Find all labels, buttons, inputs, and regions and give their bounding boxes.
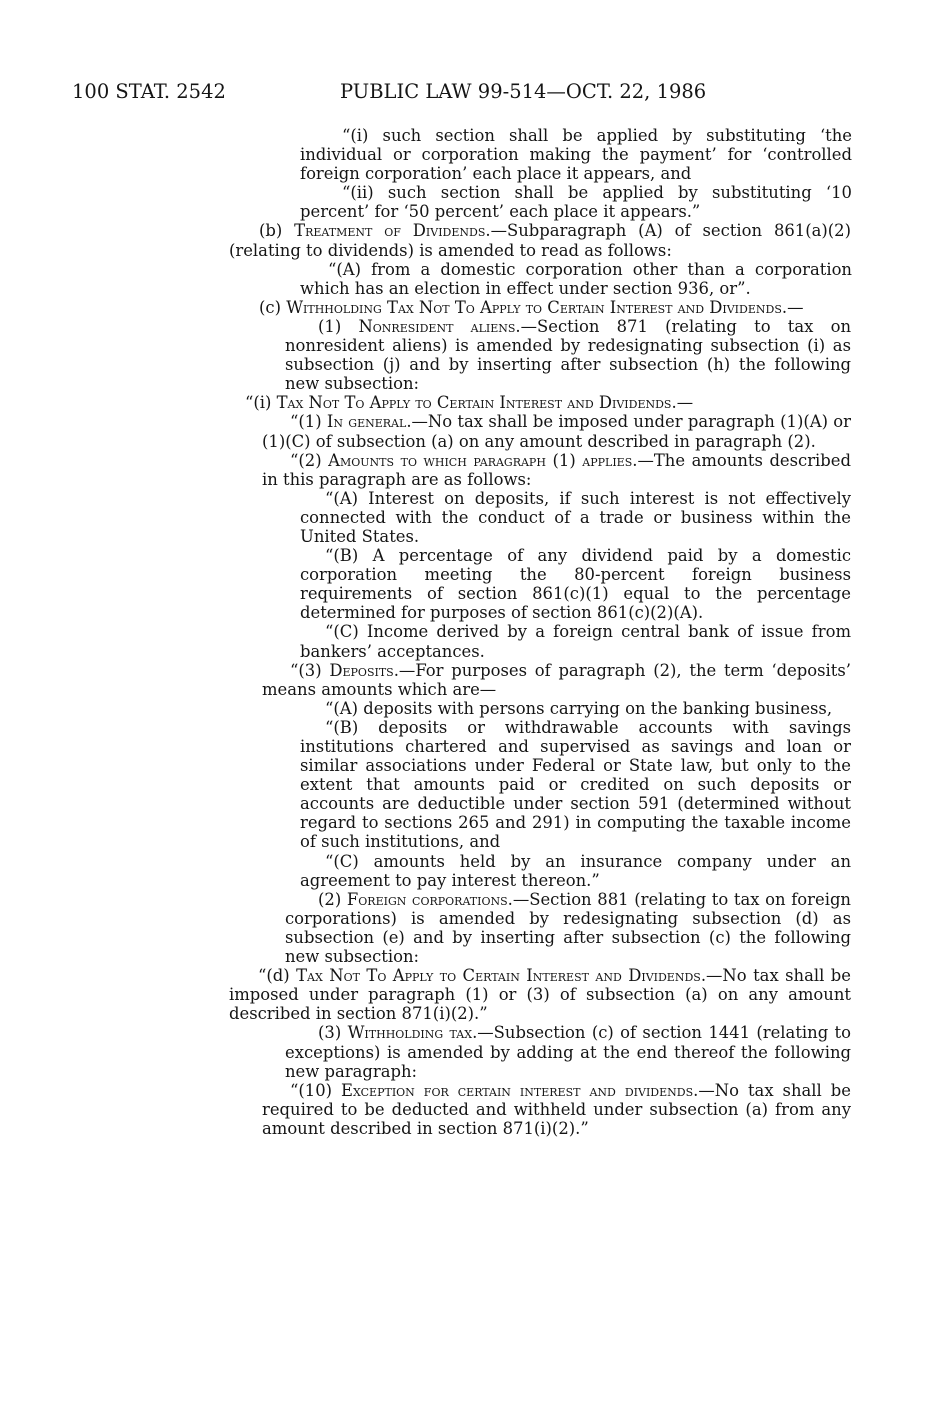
- paragraph-text: “(B) deposits or withdrawable accounts with savings institutions chartered and supervised as savings and loan or similar associations under Federal or State law, but only to the extent that amounts paid or credited on such deposits or accounts are deductible under section 591 (determined without regard to sections 265 and 291) in computing the taxable income of such institutions, and: [300, 717, 851, 852]
- running-header: [72, 78, 864, 108]
- paragraph-text: (1): [318, 316, 359, 336]
- paragraph-i-new: [245, 393, 851, 412]
- paragraph-i2A: [300, 489, 851, 546]
- paragraph-text: “(d): [258, 966, 297, 986]
- paragraph-b: [229, 221, 851, 259]
- paragraph-text: .—No tax shall be imposed under paragraph (1) or (3) of subsection (a) on any amount described in section 871(i)(2).”: [229, 966, 851, 1024]
- paragraph-text: (2): [318, 889, 347, 909]
- stat-page-number: 100 STAT. 2542: [72, 80, 226, 103]
- paragraph-text: (c): [259, 297, 287, 317]
- heading-text: Withholding Tax Not To Apply to Certain Interest and Dividends: [286, 297, 782, 317]
- heading-text: In general: [326, 412, 407, 432]
- paragraph-i3: [262, 661, 851, 699]
- paragraph-text: “(A) from a domestic corporation other than a corporation which has an election in effect under section 936, or”.: [300, 259, 852, 298]
- paragraph-b-A: [300, 260, 852, 298]
- paragraph-text: .—No tax shall be required to be deducted and withheld under subsection (a) from any amount described in section 871(i)(2).”: [262, 1080, 851, 1138]
- paragraph-text: “(A) deposits with persons carrying on the banking business,: [325, 698, 833, 718]
- paragraph-text: “(B) A percentage of any dividend paid by a domestic corporation meeting the 80-percent foreign business requirements of section 861(c)(1) equal to the percentage determined for purposes of section 861(c)(2)(A).: [300, 546, 851, 623]
- paragraph-i3C: [300, 852, 851, 890]
- paragraph-text: “(3): [290, 660, 330, 680]
- paragraph-i2: [262, 451, 851, 489]
- paragraph-p10: [262, 1081, 851, 1138]
- paragraph-text: “(C) Income derived by a foreign central bank of issue from bankers’ acceptances.: [300, 622, 851, 661]
- paragraph-text: (b): [259, 221, 295, 241]
- paragraph-text: “(2): [290, 450, 329, 470]
- paragraph-text: “(10): [290, 1080, 342, 1100]
- paragraph-text: “(ii) such section shall be applied by substituting ‘10 percent’ for ‘50 percent’ each place it appears.”: [300, 183, 852, 222]
- paragraph-ii: [300, 183, 852, 221]
- paragraph-text: .—No tax shall be imposed under paragraph (1)(A) or (1)(C) of subsection (a) on any amount described in paragraph (2).: [262, 412, 852, 451]
- paragraph-c: [229, 298, 851, 317]
- paragraph-text: .—Section 881 (relating to tax on foreign corporations) is amended by redesignating subsection (d) as subsection (e) and by inserting after subsection (c) the following new subsection:: [285, 889, 851, 967]
- paragraph-i1: [262, 412, 851, 450]
- paragraph-i3A: [300, 699, 851, 718]
- heading-text: Deposits: [329, 660, 394, 680]
- paragraph-text: “(C) amounts held by an insurance company under an agreement to pay interest thereon.”: [300, 851, 851, 890]
- public-law-citation: PUBLIC LAW 99-514—OCT. 22, 1986: [340, 80, 707, 103]
- statute-body: [0, 126, 948, 1138]
- heading-text: Foreign corporations: [346, 889, 508, 909]
- paragraph-text: “(i): [245, 393, 277, 413]
- paragraph-text: .—Section 871 (relating to tax on nonresident aliens) is amended by redesignating subsection (i) as subsection (j) and by inserting after subsection (h) the following new subsection:: [285, 316, 851, 394]
- paragraph-text: .—The amounts described in this paragraph are as follows:: [262, 450, 851, 489]
- paragraph-text: “(A) Interest on deposits, if such interest is not effectively connected with the conduct of a trade or business within the United States.: [300, 488, 851, 546]
- heading-text: Treatment of Dividends: [294, 221, 486, 241]
- paragraph-text: .—Subsection (c) of section 1441 (relating to exceptions) is amended by adding at the end thereof the following new paragraph:: [285, 1023, 852, 1081]
- paragraph-text: (3): [318, 1023, 348, 1043]
- heading-text: Withholding tax: [347, 1023, 473, 1043]
- paragraph-text: .—: [781, 297, 804, 317]
- heading-text: Tax Not To Apply to Certain Interest and Dividends: [296, 966, 701, 986]
- paragraph-text: .—For purposes of paragraph (2), the term ‘deposits’ means amounts which are—: [262, 660, 852, 699]
- paragraph-i3B: [300, 718, 851, 852]
- paragraph-text: “(1): [290, 412, 327, 432]
- heading-text: Exception for certain interest and dividends: [341, 1080, 694, 1100]
- paragraph-i: [300, 126, 852, 183]
- paragraph-i2B: [300, 546, 851, 622]
- heading-text: Nonresident aliens: [358, 316, 516, 336]
- paragraph-text: “(i) such section shall be applied by substituting ‘the individual or corporation making the payment’ for ‘controlled foreign corporation’ each place it appears, and: [300, 126, 852, 184]
- paragraph-c3: [285, 1023, 851, 1080]
- paragraph-text: .—Subparagraph (A) of section 861(a)(2) (relating to dividends) is amended to read as follows:: [229, 221, 852, 260]
- paragraph-c2: [285, 890, 851, 966]
- paragraph-d-new: [229, 966, 851, 1023]
- paragraph-c1: [285, 317, 851, 393]
- heading-text: Tax Not To Apply to Certain Interest and Dividends: [276, 393, 672, 413]
- heading-text: Amounts to which paragraph (1) applies: [328, 450, 633, 470]
- paragraph-text: .—: [671, 393, 694, 413]
- paragraph-i2C: [300, 622, 851, 660]
